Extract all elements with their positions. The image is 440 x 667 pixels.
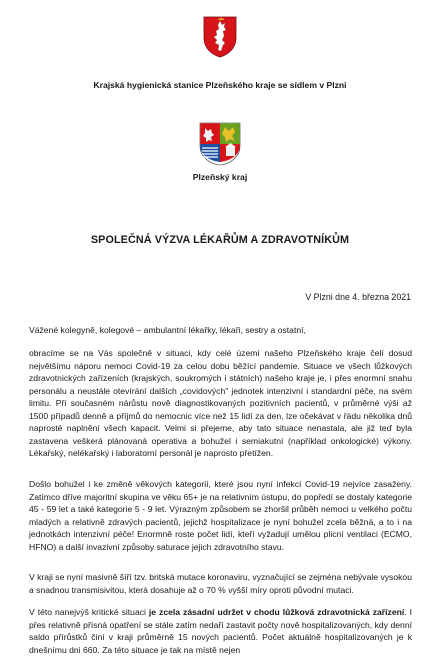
- plzen-region-coat-of-arms-icon: [199, 122, 241, 166]
- paragraph-4-end: . I přes relativně přísná opatření se stále zatím nedaří zastavit počty nově hospitalizovaných, kdy denní saldo přírůstků činí v kraji průměrně 15 nových pacientů. Počet aktuálně hospitalizovaných je k dnešnímu dni 660. Za této situace je tak na místě nejen: [29, 607, 412, 655]
- paragraph-4: [29, 606, 412, 656]
- czech-coat-of-arms-icon: [203, 16, 237, 58]
- paragraph-2: Došlo bohužel i ke změně věkových kategorií, které jsou nyní infekcí Covid-19 nejvíce zasaženy. Zatímco dříve majoritní skupina ve věku 65+ je na relativním ústupu, do popředí se dostaly kategorie 45 - 59 let a také kategorie 5 - 9 let. Výrazným způsobem se zhoršil průběh nemoci u velkého počtu mladých a relativně zdravých pacientů, jejichž hospitalizace je nyní bohužel zcela běžná, a to i na jednotkách intenzivní péče! Enormně roste počet lidí, kteří vyžadují umělou plicní ventilaci (ECMO, HFNO) a další invazivní způsoby saturace jejich zdravotního stavu.: [29, 479, 412, 552]
- paragraph-3: V kraji se nyní masivně šíří tzv. britská mutace koronaviru, vyznačující se zejména nebývale vysokou a snadnou transmisivitou, která dosahuje až o 70 % vyšší míry oproti původní mutaci.: [29, 572, 412, 595]
- authority-name: Krajská hygienická stanice Plzeňského kraje se sídlem v Plzni: [93, 80, 347, 90]
- document-date: V Plzni dne 4. března 2021: [305, 292, 411, 302]
- paragraph-4-start: V této nanejvýš kritické situaci: [29, 607, 149, 617]
- region-name: Plzeňský kraj: [192, 172, 248, 182]
- greeting: Vážené kolegyně, kolegové – ambulantní lékařky, lékaři, sestry a ostatní,: [29, 325, 306, 335]
- document-title: SPOLEČNÁ VÝZVA LÉKAŘŮM A ZDRAVOTNÍKŮM: [90, 234, 350, 246]
- paragraph-4-emphasis: je zcela zásadní udržet v chodu lůžková zdravotnická zařízení: [148, 607, 405, 617]
- paragraph-1: obracíme se na Vás společně v situaci, kdy celé území našeho Plzeňského kraje čelí dosud největšímu náporu nemoci Covid-19 za celou dobu běžící pandemie. Situace ve všech lůžkových zdravotnických zařízeních (krajských, soukromých i státních) našeho kraje je, i přes enormní snahu personálu a neustále otevírání dalších „covidových" jednotek intenzivní i standardní péče, na svém limitu. Při současném nárůstu nově diagnostikovaných pozitivních pacientů, v průměrné výši až 1500 případů denně a příjmů do nemocnic více než 15 lidí za den, lze očekávat v řádu několika dnů naprosté naplnění všech kapacit. Velmi si přejeme, aby tato situace nenastala, ale již teď byla zastavena veškerá plánovaná operativa a bohužel i semiakutní (například onkologické) výkony. Lékařský, nelékařský i laboratorní personál je naprosto přetížen.: [29, 348, 412, 458]
